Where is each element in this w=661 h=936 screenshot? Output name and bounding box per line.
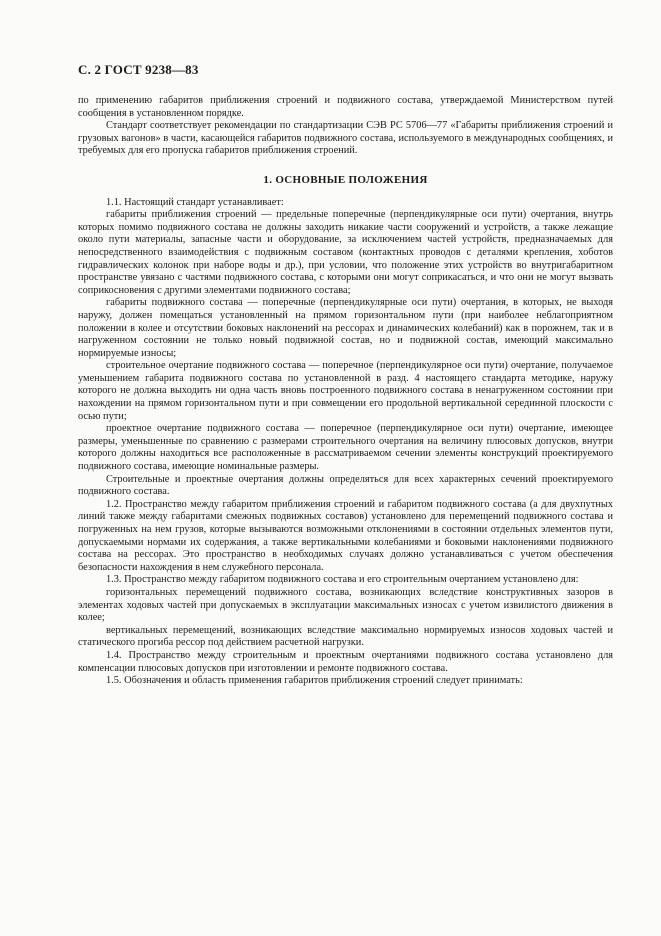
- clause-1-1: 1.1. Настоящий стандарт устанавливает:: [106, 196, 284, 208]
- intro-paragraph-continuation: по применению габаритов приближения строений и подвижного состава, утверждаемой Министерством путей сообщения в установленном порядке.: [78, 95, 613, 119]
- clause-1-5: 1.5. Обозначения и область применения габаритов приближения строений следует принимать:: [106, 675, 523, 687]
- definition-construction-outline: строительное очертание подвижного состава — поперечное (перпендикулярное оси пути) очертание, получаемое уменьшением габарита подвижного состава по установленной в разд. 4 настоящего стандарта методике, наружу которого не должна выходить ни одна часть вновь построенного подвижного состава в ненагруженном состоянии при нахождении на прямом горизонтальном пути и при совмещении его продольной вертикальной серединной плоскости с осью пути;: [78, 360, 613, 422]
- clause-1-3-horizontal: горизонтальных перемещений подвижного состава, возникающих вследствие конструктивных зазоров в элементах ходовых частей при допускаемых в эксплуатации максимальных износах с учетом извилистого движения в колее;: [78, 586, 613, 624]
- document-body: [78, 95, 613, 688]
- clause-1-2: 1.2. Пространство между габаритом приближения строений и габаритом подвижного состава (а для двухпутных линий также между габаритами смежных подвижных составов) установлено для перемещений подвижного состава и погруженных на нем грузов, которые вызываются возможными отклонениями в состоянии отдельных элементов пути, допускаемыми нормами их содержания, а также вертикальными колебаниями и боковыми наклонениями подвижного состава на рессорах. Это пространство в необходимых случаях должно устанавливаться с учетом обеспечения безопасности нахождения в нем служебного персонала.: [78, 498, 613, 573]
- intro-paragraph-standard-correspondence: Стандарт соответствует рекомендации по стандартизации СЭВ РС 5706—77 «Габариты приближения строений и грузовых вагонов» в части, касающейся габаритов подвижного состава, используемого в международных сообщениях, и требуемых для его пропуска габаритов приближения строений.: [78, 120, 613, 157]
- clause-1-3-vertical: вертикальных перемещений, возникающих вследствие максимально нормируемых износов ходовых частей и статического прогиба рессор под действием расчетной нагрузки.: [78, 624, 613, 649]
- clause-1-4: 1.4. Пространство между строительным и проектным очертаниями подвижного состава установлено для компенсации плюсовых допусков при изготовлении и ремонте подвижного состава.: [78, 649, 613, 674]
- definition-rolling-stock-gauge: габариты подвижного состава — поперечные (перпендикулярные оси пути) очертания, в которых, не выходя наружу, должен помещаться установленный на прямом горизонтальном пути (при наиболее неблагоприятном положении в колее и отсутствии боковых наклонений на рессорах и динамических колебаний) как в порожнем, так и в нагруженном состоянии не только новый подвижной состав, но и подвижной состав, имеющий максимально нормируемые износы;: [78, 297, 613, 359]
- clause-1-3: 1.3. Пространство между габаритом подвижного состава и его строительным очертанием установлено для:: [106, 574, 579, 586]
- page-header: С. 2 ГОСТ 9238—83: [78, 62, 199, 77]
- outlines-determination-paragraph: Строительные и проектные очертания должны определяться для всех характерных сечений проектируемого подвижного состава.: [78, 473, 613, 498]
- section-title: 1. ОСНОВНЫЕ ПОЛОЖЕНИЯ: [263, 173, 428, 186]
- definition-structure-gauge: габариты приближения строений — предельные поперечные (перпендикулярные оси пути) очертания, внутрь которых помимо подвижного состава не должны заходить никакие части сооружений и устройств, а также лежащие около пути материалы, запасные части и оборудование, за исключением частей устройств, предназначаемых для непосредственного взаимодействия с подвижным составом (контактных проводов с деталями крепления, хоботов гидравлических колонок при наборе воды и др.), при условии, что положение этих устройств во внутригабаритном пространстве увязано с частями подвижного состава, с которыми они могут соприкасаться, и что они не могут вызвать соприкосновения с другими элементами подвижного состава;: [78, 209, 613, 296]
- definition-design-outline: проектное очертание подвижного состава — поперечное (перпендикулярное оси пути) очертание, имеющее размеры, уменьшенные по сравнению с размерами строительного очертания на величину плюсовых допусков, внутри которого должны находиться все расположенные в рассматриваемом сечении элементы конструкций проектируемого подвижного состава, имеющие номинальные размеры.: [78, 423, 613, 473]
